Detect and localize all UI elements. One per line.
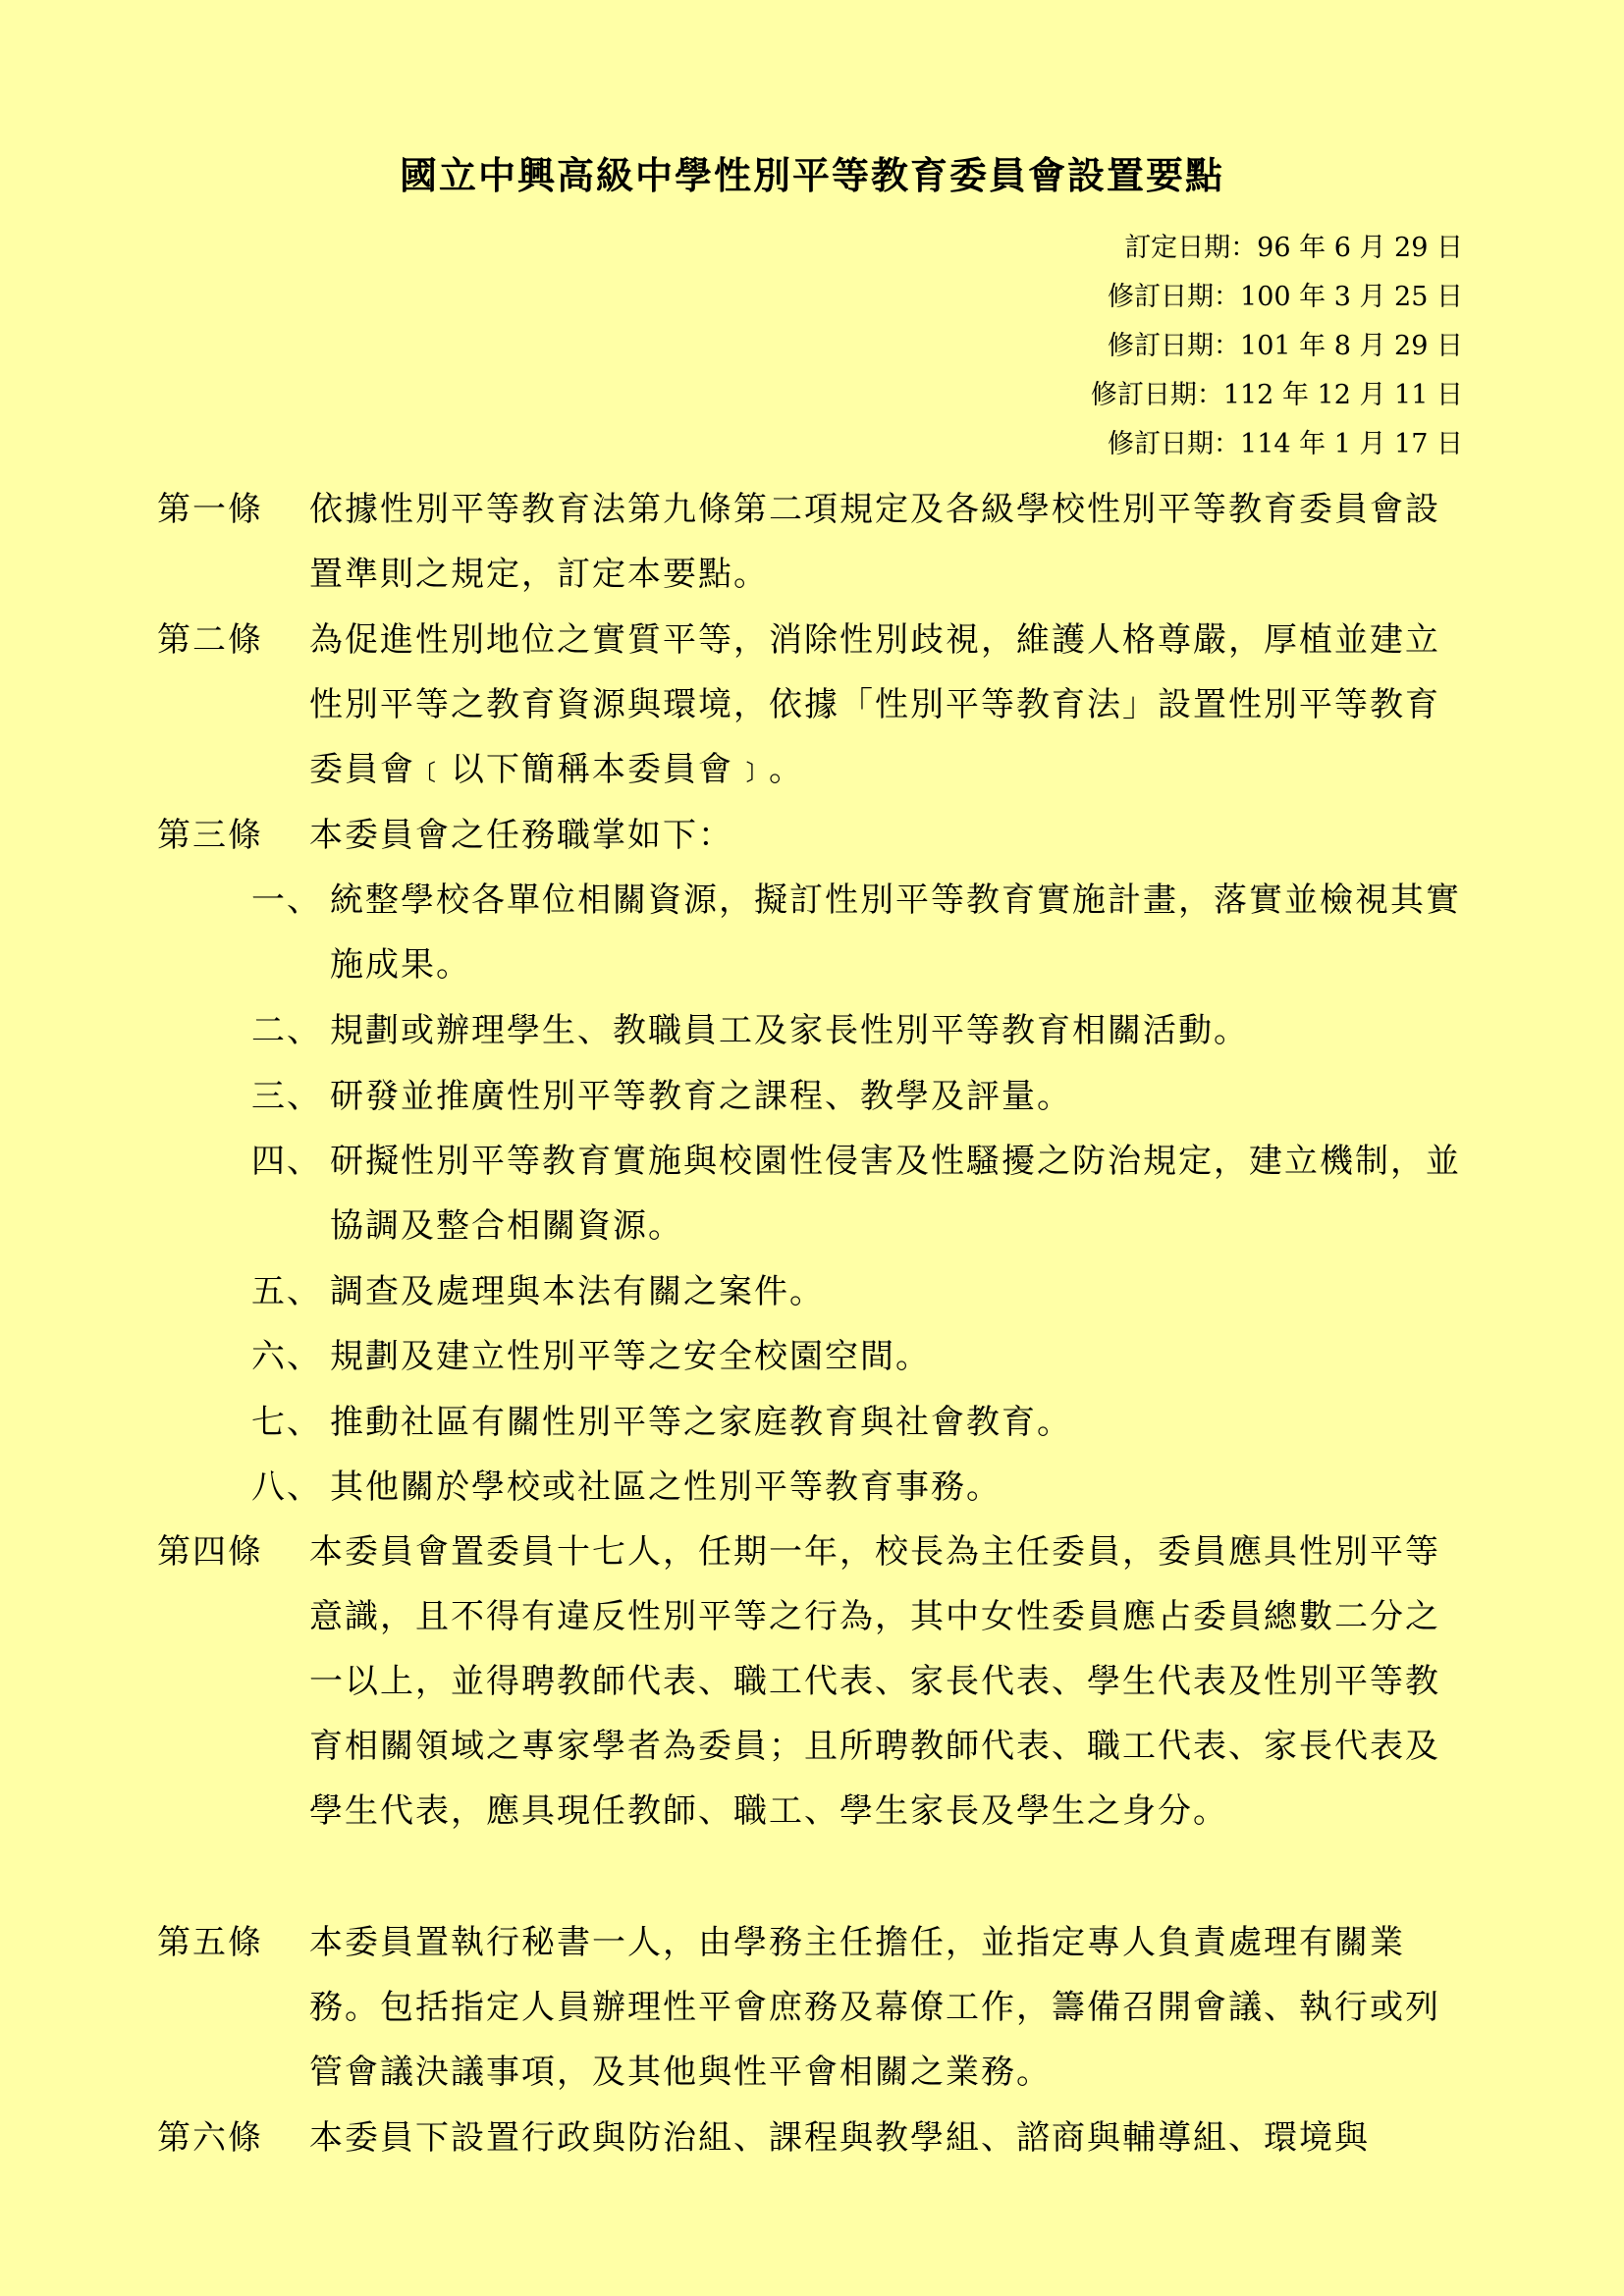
item-number: 三、 xyxy=(251,1077,322,1116)
item-text: 規劃或辦理學生、教職員工及家長性別平等教育相關活動。 xyxy=(330,1011,1249,1050)
revision-date: 修訂日期：101 年 8 月 29 日 xyxy=(1108,331,1463,361)
duty-item-1 xyxy=(251,868,1479,997)
duty-item-4 xyxy=(251,1129,1479,1258)
article-5 xyxy=(157,1910,1473,2105)
item-text: 研擬性別平等教育實施與校園性侵害及性騷擾之防治規定，建立機制，並協調及整合相關資源。 xyxy=(330,1142,1461,1246)
article-1 xyxy=(157,477,1473,607)
article-text: 本委員會之任務職掌如下： xyxy=(309,816,733,855)
revision-date: 修訂日期：100 年 3 月 25 日 xyxy=(1108,282,1463,312)
article-text: 本委員會置委員十七人，任期一年，校長為主任委員，委員應具性別平等意識，且不得有違反性別平等之行為，其中女性委員應占委員總數二分之一以上，並得聘教師代表、職工代表、家長代表、學生代表及性別平等教育相關領域之專家學者為委員；且所聘教師代表、職工代表、家長代表及學生代表，應具現任教師、職工、學生家長及學生之身分。 xyxy=(309,1532,1440,1831)
item-number: 二、 xyxy=(251,1011,322,1050)
article-2 xyxy=(157,608,1473,802)
item-number: 一、 xyxy=(251,881,322,920)
item-text: 研發並推廣性別平等教育之課程、教學及評量。 xyxy=(330,1077,1072,1116)
established-date: 訂定日期：96 年 6 月 29 日 xyxy=(1124,233,1463,263)
item-text: 規劃及建立性別平等之安全校園空間。 xyxy=(330,1337,931,1376)
duty-item-8 xyxy=(251,1455,1479,1520)
duty-item-2 xyxy=(251,998,1479,1063)
item-number: 七、 xyxy=(251,1403,322,1442)
article-text: 為促進性別地位之實質平等，消除性別歧視，維護人格尊嚴，厚植並建立性別平等之教育資源與環境，依據「性別平等教育法」設置性別平等教育委員會﹝以下簡稱本委員會﹞。 xyxy=(309,620,1440,789)
article-label: 第四條 xyxy=(157,1532,263,1572)
revision-dates xyxy=(1091,224,1463,469)
item-text: 推動社區有關性別平等之家庭教育與社會教育。 xyxy=(330,1403,1072,1442)
duty-item-5 xyxy=(251,1259,1479,1324)
article-4 xyxy=(157,1520,1473,1843)
document-title: 國立中興高級中學性別平等教育委員會設置要點 xyxy=(399,153,1224,197)
item-number: 五、 xyxy=(251,1272,322,1311)
article-label: 第一條 xyxy=(157,490,263,529)
item-text: 調查及處理與本法有關之案件。 xyxy=(330,1272,825,1311)
article-label: 第六條 xyxy=(157,2118,263,2158)
duty-item-6 xyxy=(251,1324,1479,1389)
article-6 xyxy=(157,2106,1473,2170)
duty-item-7 xyxy=(251,1390,1479,1455)
article-label: 第二條 xyxy=(157,620,263,660)
article-label: 第五條 xyxy=(157,1923,263,1962)
item-text: 其他關於學校或社區之性別平等教育事務。 xyxy=(330,1468,1001,1507)
article-text: 本委員下設置行政與防治組、課程與教學組、諮商與輔導組、環境與 xyxy=(309,2118,1370,2158)
revision-date: 修訂日期：112 年 12 月 11 日 xyxy=(1090,380,1463,410)
item-text: 統整學校各單位相關資源，擬訂性別平等教育實施計畫，落實並檢視其實施成果。 xyxy=(330,881,1461,985)
article-text: 本委員置執行秘書一人，由學務主任擔任，並指定專人負責處理有關業務。包括指定人員辦理性平會庶務及幕僚工作，籌備召開會議、執行或列管會議決議事項，及其他與性平會相關之業務。 xyxy=(309,1923,1440,2092)
article-3 xyxy=(157,803,1473,868)
item-number: 八、 xyxy=(251,1468,322,1507)
article-label: 第三條 xyxy=(157,816,263,855)
revision-date: 修訂日期：114 年 1 月 17 日 xyxy=(1108,429,1463,459)
article-text: 依據性別平等教育法第九條第二項規定及各級學校性別平等教育委員會設置準則之規定，訂定本要點。 xyxy=(309,490,1440,594)
item-number: 六、 xyxy=(251,1337,322,1376)
duty-item-3 xyxy=(251,1064,1479,1129)
item-number: 四、 xyxy=(251,1142,322,1181)
